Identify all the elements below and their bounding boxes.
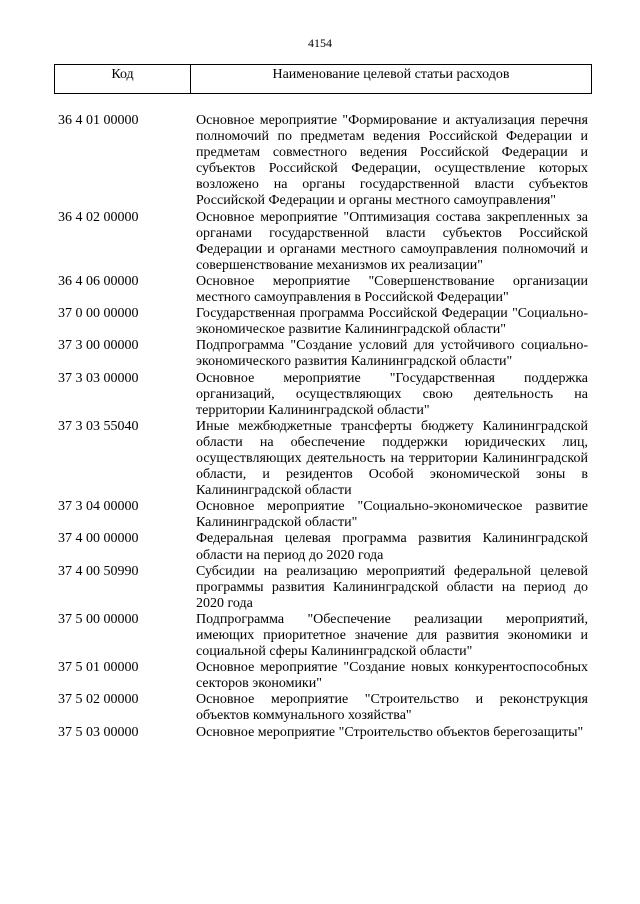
row-name: Основное мероприятие "Строительство и реконструкция объектов коммунального хозяйства"	[196, 692, 588, 724]
row-name: Основное мероприятие "Государственная поддержка организаций, осуществляющих свою деятельность на территории Калининградской области"	[196, 370, 588, 418]
page-number: 4154	[308, 36, 332, 50]
row-code: 37 5 03 00000	[58, 724, 139, 740]
row-code: 36 4 02 00000	[58, 209, 139, 225]
table-row	[58, 692, 588, 724]
table-row	[58, 113, 588, 210]
table-row	[58, 371, 588, 419]
row-code: 36 4 06 00000	[58, 273, 139, 289]
table-row	[58, 274, 588, 306]
column-header-name: Наименование целевой статьи расходов	[272, 67, 510, 82]
table-row	[58, 306, 588, 338]
row-name: Основное мероприятие "Создание новых конкурентоспособных секторов экономики"	[196, 660, 588, 692]
table-row	[58, 660, 588, 692]
row-code: 37 3 03 55040	[58, 418, 139, 434]
row-code: 36 4 01 00000	[58, 113, 139, 128]
row-code: 37 3 04 00000	[58, 499, 139, 515]
table-row	[58, 612, 588, 660]
row-code: 37 4 00 50990	[58, 563, 139, 579]
table-row	[58, 210, 588, 274]
table-row	[58, 338, 588, 370]
table-row	[58, 725, 588, 741]
row-code: 37 4 00 00000	[58, 531, 139, 547]
row-name: Подпрограмма "Создание условий для устойчивого социально-экономического развития Калининградской области"	[196, 338, 588, 370]
row-code: 37 0 00 00000	[58, 306, 139, 322]
table-row	[58, 564, 588, 612]
row-name: Основное мероприятие "Социально-экономическое развитие Калининградской области"	[196, 499, 588, 531]
row-name: Государственная программа Российской Федерации "Социально-экономическое развитие Калининградской области"	[196, 306, 588, 338]
table-body	[58, 113, 588, 741]
row-code: 37 3 03 00000	[58, 370, 139, 386]
row-code: 37 5 02 00000	[58, 692, 139, 708]
row-name: Основное мероприятие "Формирование и актуализация перечня полномочий по предметам ведения Российской Федерации и предметам совместного ведения Российской Федерации и субъектов Российской Федерации, осуществление которых возложено на органы государственной власти субъектов Российской Федерации и органы местного самоуправления"	[196, 113, 588, 209]
row-name: Подпрограмма "Обеспечение реализации мероприятий, имеющих приоритетное значение для развития экономики и социальной сферы Калининградской области"	[196, 611, 588, 660]
row-name: Иные межбюджетные трансферты бюджету Калининградской области на обеспечение поддержки юридических лиц, осуществляющих деятельность на территории Калининградской области, и резидентов Особой экономической зоны в Калининградской области	[196, 418, 588, 499]
row-code: 37 3 00 00000	[58, 338, 139, 354]
row-name: Федеральная целевая программа развития Калининградской области на период до 2020 года	[196, 531, 588, 563]
table-row	[58, 531, 588, 563]
row-name: Основное мероприятие "Оптимизация состава закрепленных за органами государственной власти субъектов Российской Федерации и органами местного самоуправления полномочий и совершенствование механизмов их реализации"	[196, 209, 588, 273]
row-code: 37 5 00 00000	[58, 611, 139, 627]
column-header-code: Код	[55, 65, 191, 93]
row-name: Основное мероприятие "Строительство объектов берегозащиты"	[196, 724, 584, 740]
table-row	[58, 419, 588, 499]
row-name: Субсидии на реализацию мероприятий федеральной целевой программы развития Калининградской области на период до 2020 года	[196, 563, 588, 611]
table-header	[54, 64, 592, 94]
row-code: 37 5 01 00000	[58, 660, 139, 676]
table-row	[58, 499, 588, 531]
row-name: Основное мероприятие "Совершенствование организации местного самоуправления в Российской Федерации"	[196, 273, 588, 306]
